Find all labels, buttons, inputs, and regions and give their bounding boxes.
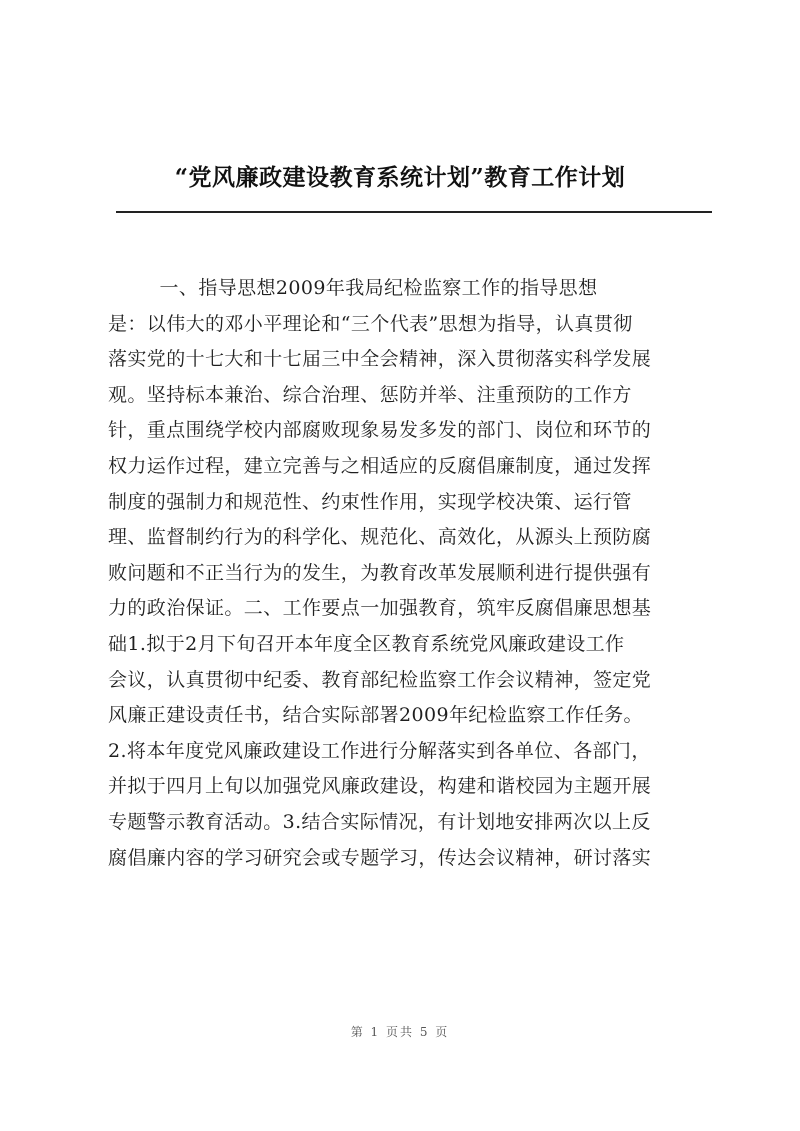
body-line: 针，重点围绕学校内部腐败现象易发多发的部门、岗位和环节的 (108, 419, 652, 442)
body-line: 会议，认真贯彻中纪委、教育部纪检监察工作会议精神，签定党 (108, 668, 652, 691)
body-line: 风廉正建设责任书，结合实际部署2009年纪检监察工作任务。 (108, 704, 643, 727)
body-line: 并拟于四月上旬以加强党风廉政建设，构建和谐校园为主题开展 (108, 775, 652, 798)
body-line: 腐倡廉内容的学习研究会或专题学习，传达会议精神，研讨落实 (108, 846, 652, 869)
body-line: 力的政治保证。二、工作要点一加强教育，筑牢反腐倡廉思想基 (108, 597, 652, 620)
title-divider (116, 211, 712, 213)
body-line: 理、监督制约行为的科学化、规范化、高效化，从源头上预防腐 (108, 526, 652, 549)
body-line: 制度的强制力和规范性、约束性作用，实现学校决策、运行管 (108, 490, 632, 513)
body-line: 一、指导思想2009年我局纪检监察工作的指导思想 (108, 277, 598, 299)
body-line: 础1.拟于2月下旬召开本年度全区教育系统党风廉政建设工作 (108, 632, 625, 655)
body-line: 2.将本年度党风廉政建设工作进行分解落实到各单位、各部门， (108, 739, 651, 762)
document-body (108, 271, 712, 876)
body-line: 败问题和不正当行为的发生，为教育改革发展顺利进行提供强有 (108, 561, 652, 584)
body-line: 观。坚持标本兼治、综合治理、惩防并举、注重预防的工作方 (108, 383, 632, 406)
body-line: 专题警示教育活动。3.结合实际情况，有计划地安排两次以上反 (108, 810, 651, 833)
body-line: 权力运作过程，建立完善与之相适应的反腐倡廉制度，通过发挥 (108, 454, 652, 477)
body-line: 是：以伟大的邓小平理论和“三个代表”思想为指导，认真贯彻 (108, 312, 633, 335)
body-line: 落实党的十七大和十七届三中全会精神，深入贯彻落实科学发展 (108, 348, 652, 371)
page-title: “党风廉政建设教育系统计划”教育工作计划 (174, 164, 626, 191)
page-footer: 第 1 页共 5 页 (350, 1025, 450, 1039)
